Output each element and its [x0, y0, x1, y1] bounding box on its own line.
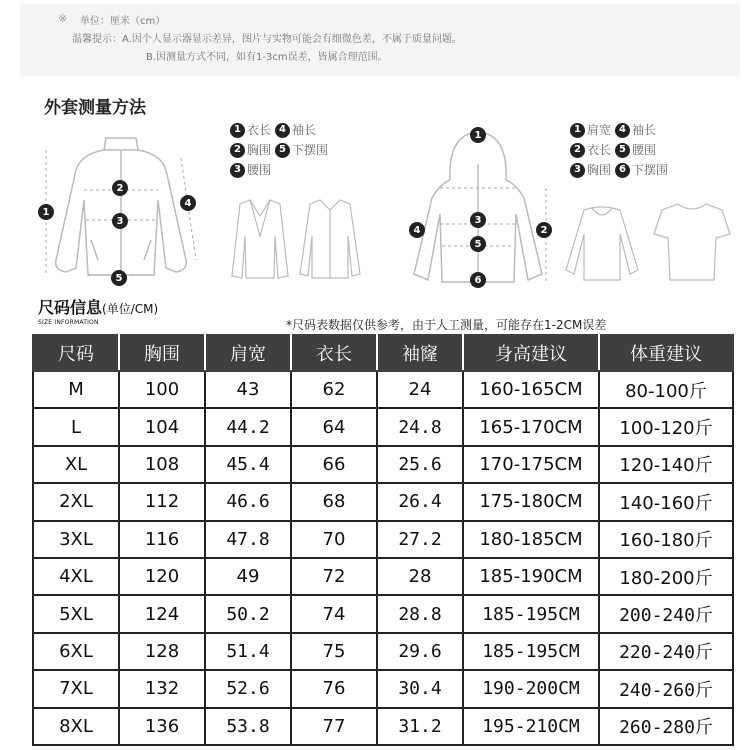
marker-3: 3 [470, 212, 486, 228]
table-cell: 76 [291, 670, 377, 707]
table-cell: 30.4 [377, 670, 463, 707]
column-header: 衣长 [291, 335, 377, 371]
table-row [33, 371, 733, 408]
size-table [32, 334, 734, 746]
marker-2: 2 [536, 222, 552, 238]
size-info-unit: (单位/CM) [102, 302, 159, 316]
legend-item: 3 腰围 [230, 160, 271, 180]
table-cell: 28 [377, 558, 463, 595]
marker-4: 4 [180, 195, 196, 211]
legend-item: 6 下摆围 [615, 160, 668, 180]
table-header-row [33, 335, 733, 371]
legend-item: 1 肩宽 [570, 120, 611, 140]
table-cell: 100 [119, 371, 205, 408]
table-cell: 120 [119, 558, 205, 595]
size-info-title: 尺码信息(单位/CM) [38, 298, 159, 317]
table-cell: L [33, 408, 119, 445]
table-cell: 140-160斤 [599, 483, 733, 520]
table-cell: 128 [119, 633, 205, 670]
table-cell: 190-200CM [463, 670, 599, 707]
table-row [33, 670, 733, 707]
suit-shirt-icons [220, 196, 370, 282]
jacket-diagram [36, 130, 206, 290]
table-cell: 104 [119, 408, 205, 445]
table-cell: 80-100斤 [599, 371, 733, 408]
table-cell: 160-180斤 [599, 521, 733, 558]
table-cell: 5XL [33, 595, 119, 632]
table-cell: 29.6 [377, 633, 463, 670]
table-cell: 46.6 [205, 483, 291, 520]
legend-item: 3 胸围 [570, 160, 611, 180]
table-cell: 2XL [33, 483, 119, 520]
table-cell: 6XL [33, 633, 119, 670]
marker-4: 4 [409, 222, 425, 238]
table-cell: 185-195CM [463, 595, 599, 632]
marker-5: 5 [111, 270, 127, 286]
legend-right [570, 120, 672, 180]
table-cell: M [33, 371, 119, 408]
notice-tip-a: 温馨提示：A.因个人显示器显示差异，图片与实物可能会有细微色差，不属于质量问题。 [72, 34, 462, 45]
table-cell: 240-260斤 [599, 670, 733, 707]
table-cell: 77 [291, 708, 377, 745]
legend-item: 5 下摆围 [275, 140, 328, 160]
table-row [33, 595, 733, 632]
table-cell: 52.6 [205, 670, 291, 707]
size-info-subtitle: SIZE INFORMATION [38, 319, 99, 326]
table-cell: 68 [291, 483, 377, 520]
legend-item: 1 衣长 [230, 120, 271, 140]
table-cell: 26.4 [377, 483, 463, 520]
table-cell: 120-140斤 [599, 446, 733, 483]
column-header: 尺码 [33, 335, 119, 371]
table-cell: 64 [291, 408, 377, 445]
legend-item: 2 胸围 [230, 140, 271, 160]
hoodie-diagram [400, 124, 560, 290]
notice-banner [20, 4, 740, 76]
table-cell: 180-200斤 [599, 558, 733, 595]
marker-1: 1 [38, 204, 54, 220]
table-cell: 53.8 [205, 708, 291, 745]
notice-tip-b: B.因测量方式不同，如有1-3cm误差，皆属合理范围。 [146, 52, 388, 63]
table-cell: 45.4 [205, 446, 291, 483]
table-cell: 50.2 [205, 595, 291, 632]
table-cell: 200-240斤 [599, 595, 733, 632]
table-cell: 7XL [33, 670, 119, 707]
table-cell: 175-180CM [463, 483, 599, 520]
table-cell: 4XL [33, 558, 119, 595]
table-cell: 75 [291, 633, 377, 670]
column-header: 袖窿 [377, 335, 463, 371]
size-info-note: *尺码表数据仅供参考，由于人工测量，可能存在1-2CM误差 [286, 318, 607, 332]
table-cell: 27.2 [377, 521, 463, 558]
table-cell: 51.4 [205, 633, 291, 670]
table-cell: 8XL [33, 708, 119, 745]
column-header: 胸围 [119, 335, 205, 371]
table-cell: 24.8 [377, 408, 463, 445]
table-cell: 185-195CM [463, 633, 599, 670]
marker-1: 1 [470, 127, 486, 143]
table-row [33, 483, 733, 520]
table-row [33, 708, 733, 745]
table-cell: 124 [119, 595, 205, 632]
marker-5: 5 [470, 236, 486, 252]
table-row [33, 521, 733, 558]
table-cell: 220-240斤 [599, 633, 733, 670]
legend-left [230, 120, 332, 180]
section-title: 外套测量方法 [44, 98, 146, 118]
table-cell: 66 [291, 446, 377, 483]
table-row [33, 633, 733, 670]
marker-2: 2 [112, 180, 128, 196]
table-cell: 195-210CM [463, 708, 599, 745]
table-cell: 100-120斤 [599, 408, 733, 445]
table-cell: 260-280斤 [599, 708, 733, 745]
table-row [33, 408, 733, 445]
table-cell: 170-175CM [463, 446, 599, 483]
table-row [33, 558, 733, 595]
column-header: 体重建议 [599, 335, 733, 371]
notice-unit: 单位：厘米（cm） [80, 16, 166, 27]
table-cell: 43 [205, 371, 291, 408]
table-cell: 28.8 [377, 595, 463, 632]
table-row [33, 446, 733, 483]
table-cell: 24 [377, 371, 463, 408]
legend-item: 4 袖长 [615, 120, 656, 140]
marker-6: 6 [470, 272, 486, 288]
table-cell: 112 [119, 483, 205, 520]
legend-item: 2 衣长 [570, 140, 611, 160]
table-cell: 108 [119, 446, 205, 483]
marker-3: 3 [112, 213, 128, 229]
table-cell: 25.6 [377, 446, 463, 483]
table-cell: 74 [291, 595, 377, 632]
table-cell: 116 [119, 521, 205, 558]
table-cell: 70 [291, 521, 377, 558]
table-cell: 185-190CM [463, 558, 599, 595]
table-cell: XL [33, 446, 119, 483]
table-cell: 136 [119, 708, 205, 745]
table-cell: 44.2 [205, 408, 291, 445]
column-header: 身高建议 [463, 335, 599, 371]
column-header: 肩宽 [205, 335, 291, 371]
table-cell: 72 [291, 558, 377, 595]
table-cell: 47.8 [205, 521, 291, 558]
table-cell: 165-170CM [463, 408, 599, 445]
table-cell: 180-185CM [463, 521, 599, 558]
legend-item: 4 袖长 [275, 120, 316, 140]
table-cell: 132 [119, 670, 205, 707]
table-cell: 3XL [33, 521, 119, 558]
legend-item: 5 腰围 [615, 140, 656, 160]
notice-bullet: ※ [58, 12, 68, 25]
table-cell: 160-165CM [463, 371, 599, 408]
sweater-tee-icons [562, 200, 732, 284]
table-cell: 49 [205, 558, 291, 595]
table-cell: 31.2 [377, 708, 463, 745]
table-cell: 62 [291, 371, 377, 408]
